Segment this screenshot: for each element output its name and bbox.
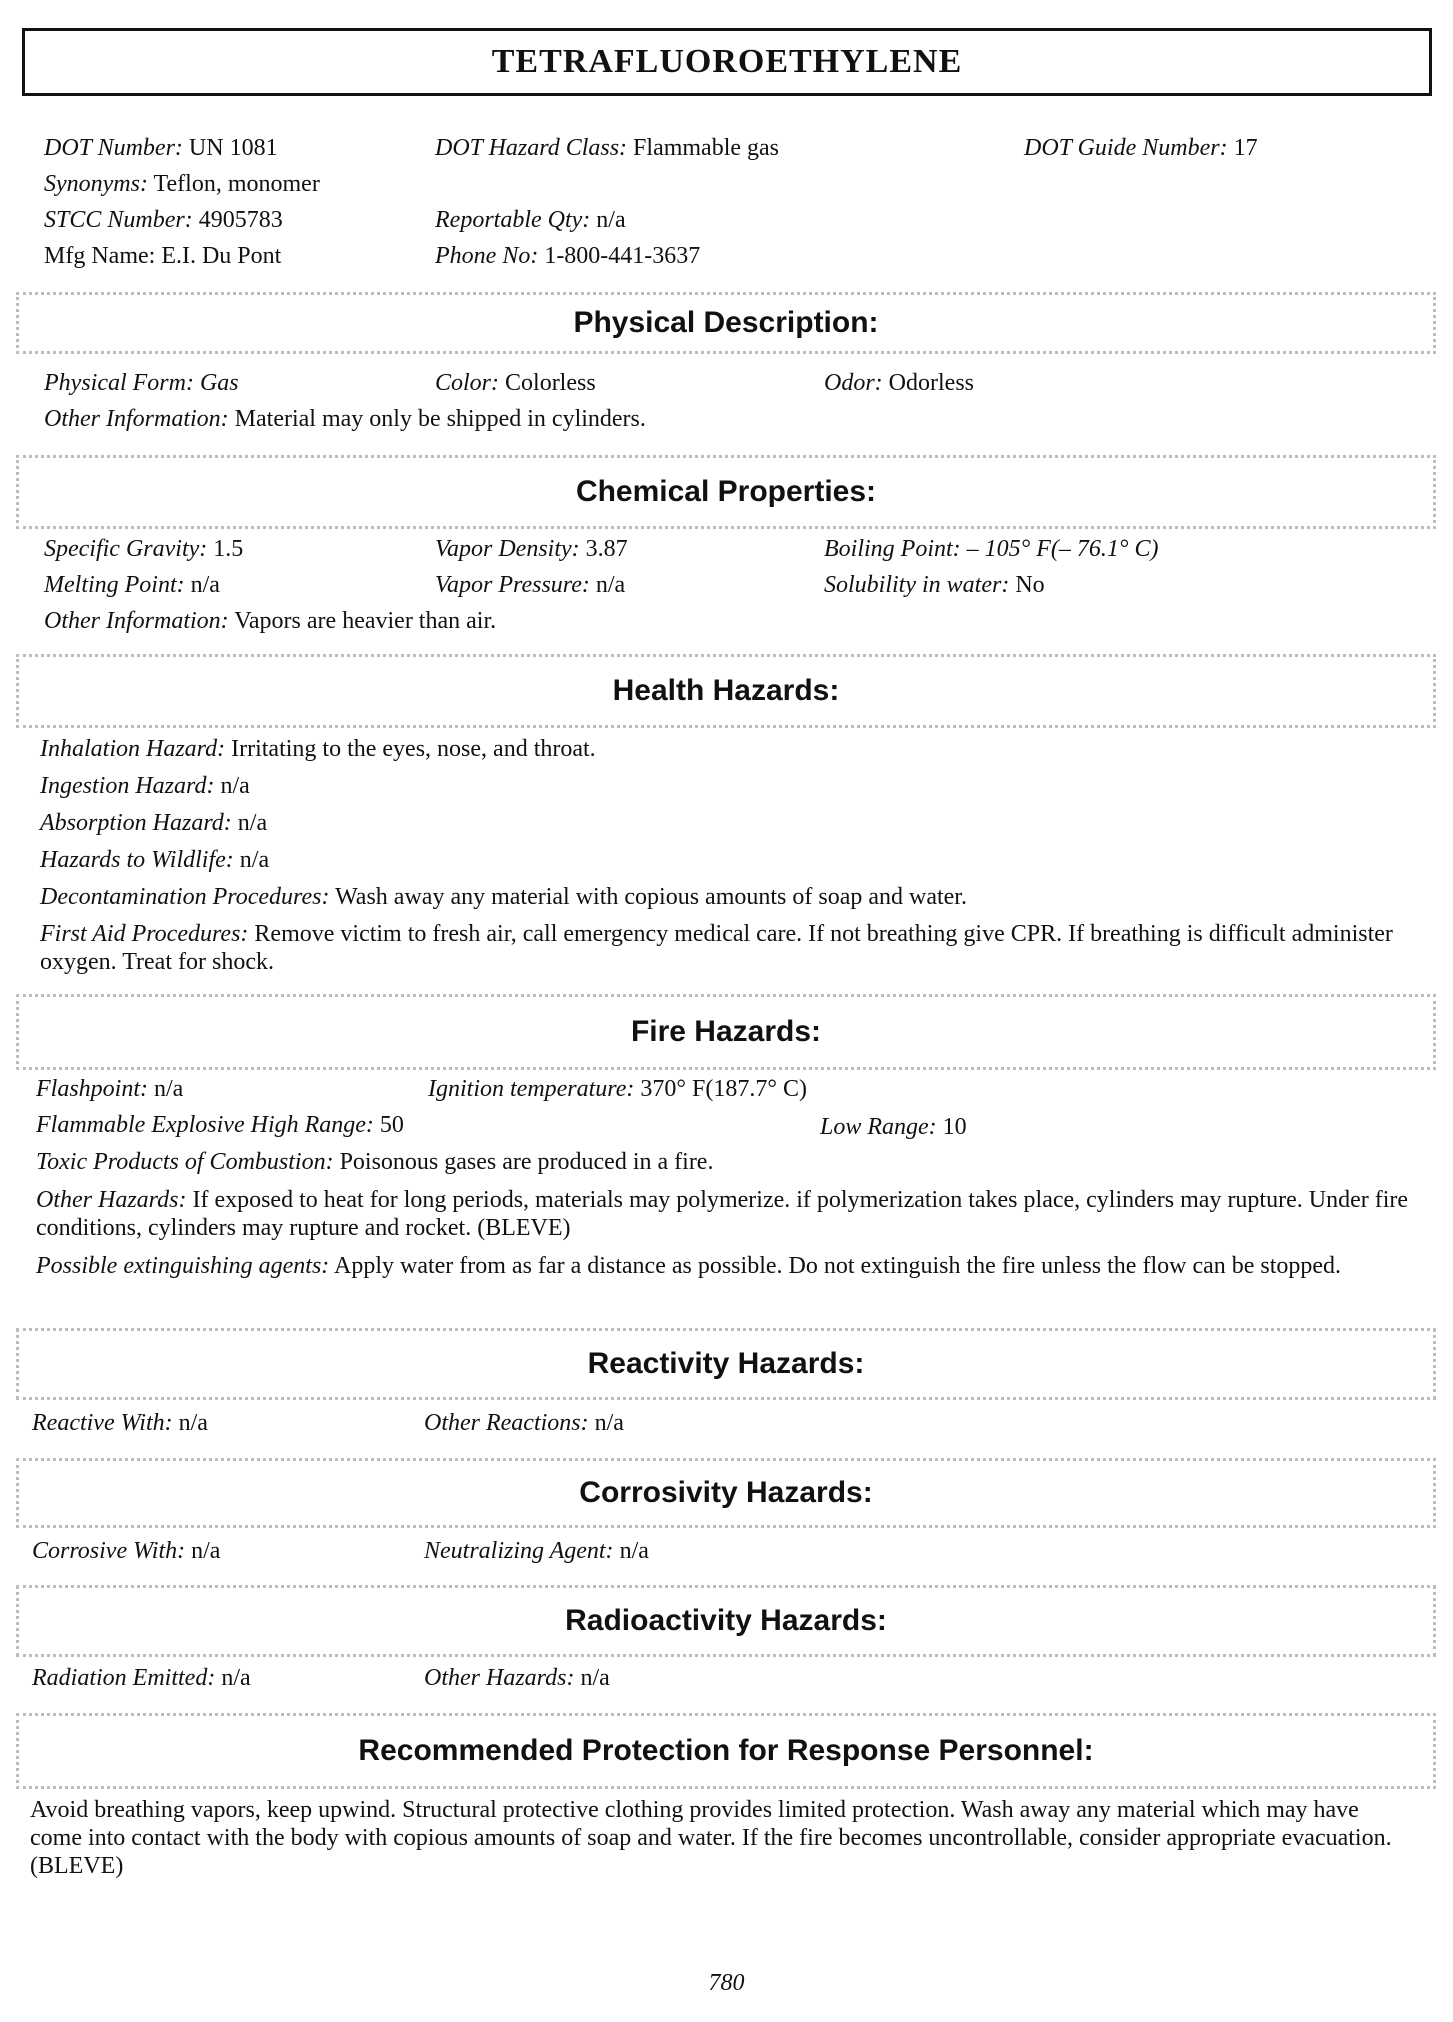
title-box: [22, 28, 1432, 96]
radioactivity-section-header: [16, 1585, 1436, 1657]
synonyms-row: [44, 169, 320, 199]
stcc-value: 4905783: [198, 207, 283, 233]
inhalation-label: Inhalation Hazard:: [40, 736, 226, 762]
guide-number-row: [1024, 133, 1258, 163]
vapor-pressure-row: [435, 570, 625, 600]
first-aid-paragraph: [40, 920, 1420, 976]
corrosive-with-value: n/a: [191, 1538, 221, 1564]
hazard-class-row: [435, 133, 779, 163]
guide-number-label: DOT Guide Number:: [1024, 135, 1228, 161]
hazard-class-label: DOT Hazard Class:: [435, 135, 628, 161]
extinguishing-value: Apply water from as far a distance as possible. Do not extinguish the fire unless the flow can be stopped.: [333, 1253, 1342, 1279]
synonyms-label: Synonyms:: [44, 171, 148, 197]
radioactivity-heading: Radioactivity Hazards:: [565, 1604, 887, 1637]
corrosive-with-row: [32, 1536, 220, 1566]
decontamination-row: [40, 882, 967, 912]
reportable-qty-value: n/a: [596, 207, 626, 233]
wildlife-row: [40, 845, 269, 875]
solubility-value: No: [1015, 572, 1045, 598]
physical-form-label: Physical Form: Gas: [44, 370, 239, 396]
neutralizing-value: n/a: [619, 1538, 649, 1564]
boiling-point-label: Boiling Point:: [824, 536, 961, 562]
radiation-emitted-value: n/a: [221, 1665, 251, 1691]
solubility-label: Solubility in water:: [824, 572, 1010, 598]
radiation-emitted-row: [32, 1663, 251, 1693]
protection-paragraph: [30, 1796, 1410, 1880]
absorption-row: [40, 808, 267, 838]
wildlife-label: Hazards to Wildlife:: [40, 847, 234, 873]
low-range-label: Low Range:: [820, 1114, 937, 1140]
other-reactions-value: n/a: [594, 1410, 624, 1436]
color-label: Color:: [435, 370, 500, 396]
vapor-pressure-value: n/a: [595, 572, 626, 598]
toxic-products-label: Toxic Products of Combustion:: [36, 1149, 334, 1175]
fire-heading: Fire Hazards:: [630, 1015, 822, 1048]
stcc-row: [44, 205, 283, 235]
corrosivity-section-header: [16, 1458, 1436, 1528]
high-range-row: [36, 1110, 404, 1140]
dot-number-value: UN 1081: [188, 135, 278, 161]
other-reactions-label: Other Reactions:: [424, 1410, 589, 1436]
absorption-label: Absorption Hazard:: [40, 810, 232, 836]
first-aid-value: Remove victim to fresh air, call emergency medical care. If not breathing give CPR. If breathing is difficult administer oxygen. Treat for shock.: [40, 921, 1393, 975]
physical-other-row: [44, 404, 646, 434]
low-range-value: 10: [942, 1114, 967, 1140]
specific-gravity-value: 1.5: [213, 536, 244, 562]
reportable-qty-label: Reportable Qty:: [435, 207, 591, 233]
solubility-row: [824, 570, 1045, 600]
decontamination-label: Decontamination Procedures:: [40, 884, 330, 910]
flashpoint-value: n/a: [154, 1076, 184, 1102]
ignition-row: [428, 1074, 807, 1104]
odor-row: [824, 368, 974, 398]
chemical-other-row: [44, 606, 496, 636]
ignition-value: 370° F(187.7° C): [640, 1076, 807, 1102]
toxic-products-row: [36, 1147, 713, 1177]
phone-row: [435, 241, 700, 271]
inhalation-value: Irritating to the eyes, nose, and throat.: [231, 736, 596, 762]
low-range-row: [820, 1112, 967, 1142]
mfg-label: Mfg Name:: [44, 243, 156, 269]
dot-number-label: DOT Number:: [44, 135, 183, 161]
page-number: 780: [708, 1970, 745, 1996]
phone-value: 1-800-441-3637: [544, 243, 701, 269]
reactivity-section-header: [16, 1328, 1436, 1400]
absorption-value: n/a: [237, 810, 268, 836]
melting-point-label: Melting Point:: [44, 572, 185, 598]
flashpoint-row: [36, 1074, 183, 1104]
melting-point-row: [44, 570, 220, 600]
physical-section-header: [16, 292, 1436, 354]
ingestion-value: n/a: [220, 773, 250, 799]
radiation-emitted-label: Radiation Emitted:: [32, 1665, 216, 1691]
first-aid-label: First Aid Procedures:: [40, 921, 249, 947]
protection-text: Avoid breathing vapors, keep upwind. Structural protective clothing provides limited protection. Wash away any material which may have come into contact with the body with copious amounts of soap and water. If the fire becomes uncontrollable, consider appropriate evacuation. (BLEVE): [30, 1797, 1392, 1879]
fire-other-label: Other Hazards:: [36, 1187, 187, 1213]
odor-value: Odorless: [888, 370, 974, 396]
specific-gravity-label: Specific Gravity:: [44, 536, 208, 562]
ignition-label: Ignition temperature:: [428, 1076, 635, 1102]
toxic-products-value: Poisonous gases are produced in a fire.: [339, 1149, 714, 1175]
chemical-heading: Chemical Properties:: [575, 475, 877, 508]
high-range-value: 50: [379, 1112, 404, 1138]
radio-other-row: [424, 1663, 610, 1693]
protection-section-header: [16, 1713, 1436, 1789]
reportable-qty-row: [435, 205, 626, 235]
reactive-with-label: Reactive With:: [32, 1410, 173, 1436]
reactivity-heading: Reactivity Hazards:: [587, 1347, 865, 1380]
synonyms-value: Teflon, monomer: [153, 171, 320, 197]
color-row: [435, 368, 596, 398]
neutralizing-label: Neutralizing Agent:: [424, 1538, 614, 1564]
fire-other-paragraph: [36, 1186, 1426, 1242]
phone-label: Phone No:: [435, 243, 539, 269]
hazard-class-value: Flammable gas: [633, 135, 780, 161]
fire-other-value: If exposed to heat for long periods, materials may polymerize. if polymerization takes place, cylinders may rupture. Under fire conditions, cylinders may rupture and rocket. (BLEVE): [36, 1187, 1409, 1241]
extinguishing-paragraph: [36, 1252, 1426, 1280]
vapor-density-row: [435, 534, 628, 564]
chemical-section-header: [16, 455, 1436, 529]
chemical-other-label: Other Information:: [44, 608, 229, 634]
corrosive-with-label: Corrosive With:: [32, 1538, 186, 1564]
chemical-other-value: Vapors are heavier than air.: [234, 608, 497, 634]
physical-form-row: [44, 368, 239, 398]
ingestion-label: Ingestion Hazard:: [40, 773, 215, 799]
specific-gravity-row: [44, 534, 243, 564]
extinguishing-label: Possible extinguishing agents:: [36, 1253, 330, 1279]
ingestion-row: [40, 771, 250, 801]
wildlife-value: n/a: [239, 847, 270, 873]
flashpoint-label: Flashpoint:: [36, 1076, 148, 1102]
radio-other-label: Other Hazards:: [424, 1665, 575, 1691]
mfg-row: [44, 241, 281, 271]
other-reactions-row: [424, 1408, 624, 1438]
reactive-with-row: [32, 1408, 208, 1438]
vapor-density-label: Vapor Density:: [435, 536, 580, 562]
inhalation-row: [40, 734, 596, 764]
guide-number-value: 17: [1233, 135, 1258, 161]
physical-heading: Physical Description:: [573, 306, 879, 339]
dot-number-row: [44, 133, 278, 163]
fire-section-header: [16, 994, 1436, 1070]
color-value: Colorless: [505, 370, 596, 396]
neutralizing-row: [424, 1536, 649, 1566]
vapor-pressure-label: Vapor Pressure:: [435, 572, 590, 598]
stcc-label: STCC Number:: [44, 207, 193, 233]
health-heading: Health Hazards:: [612, 674, 840, 707]
page-title: TETRAFLUOROETHYLENE: [491, 43, 963, 80]
physical-other-label: Other Information:: [44, 406, 229, 432]
corrosivity-heading: Corrosivity Hazards:: [579, 1476, 873, 1509]
high-range-label: Flammable Explosive High Range:: [36, 1112, 374, 1138]
decontamination-value: Wash away any material with copious amounts of soap and water.: [335, 884, 967, 910]
reactive-with-value: n/a: [178, 1410, 208, 1436]
protection-heading: Recommended Protection for Response Personnel:: [358, 1734, 1094, 1767]
vapor-density-value: 3.87: [585, 536, 628, 562]
boiling-point-value: – 105° F(– 76.1° C): [966, 536, 1159, 562]
melting-point-value: n/a: [190, 572, 220, 598]
health-section-header: [16, 654, 1436, 728]
physical-other-value: Material may only be shipped in cylinders.: [234, 406, 646, 432]
radio-other-value: n/a: [580, 1665, 610, 1691]
odor-label: Odor:: [824, 370, 883, 396]
boiling-point-row: [824, 534, 1159, 564]
mfg-value: E.I. Du Pont: [161, 243, 282, 269]
